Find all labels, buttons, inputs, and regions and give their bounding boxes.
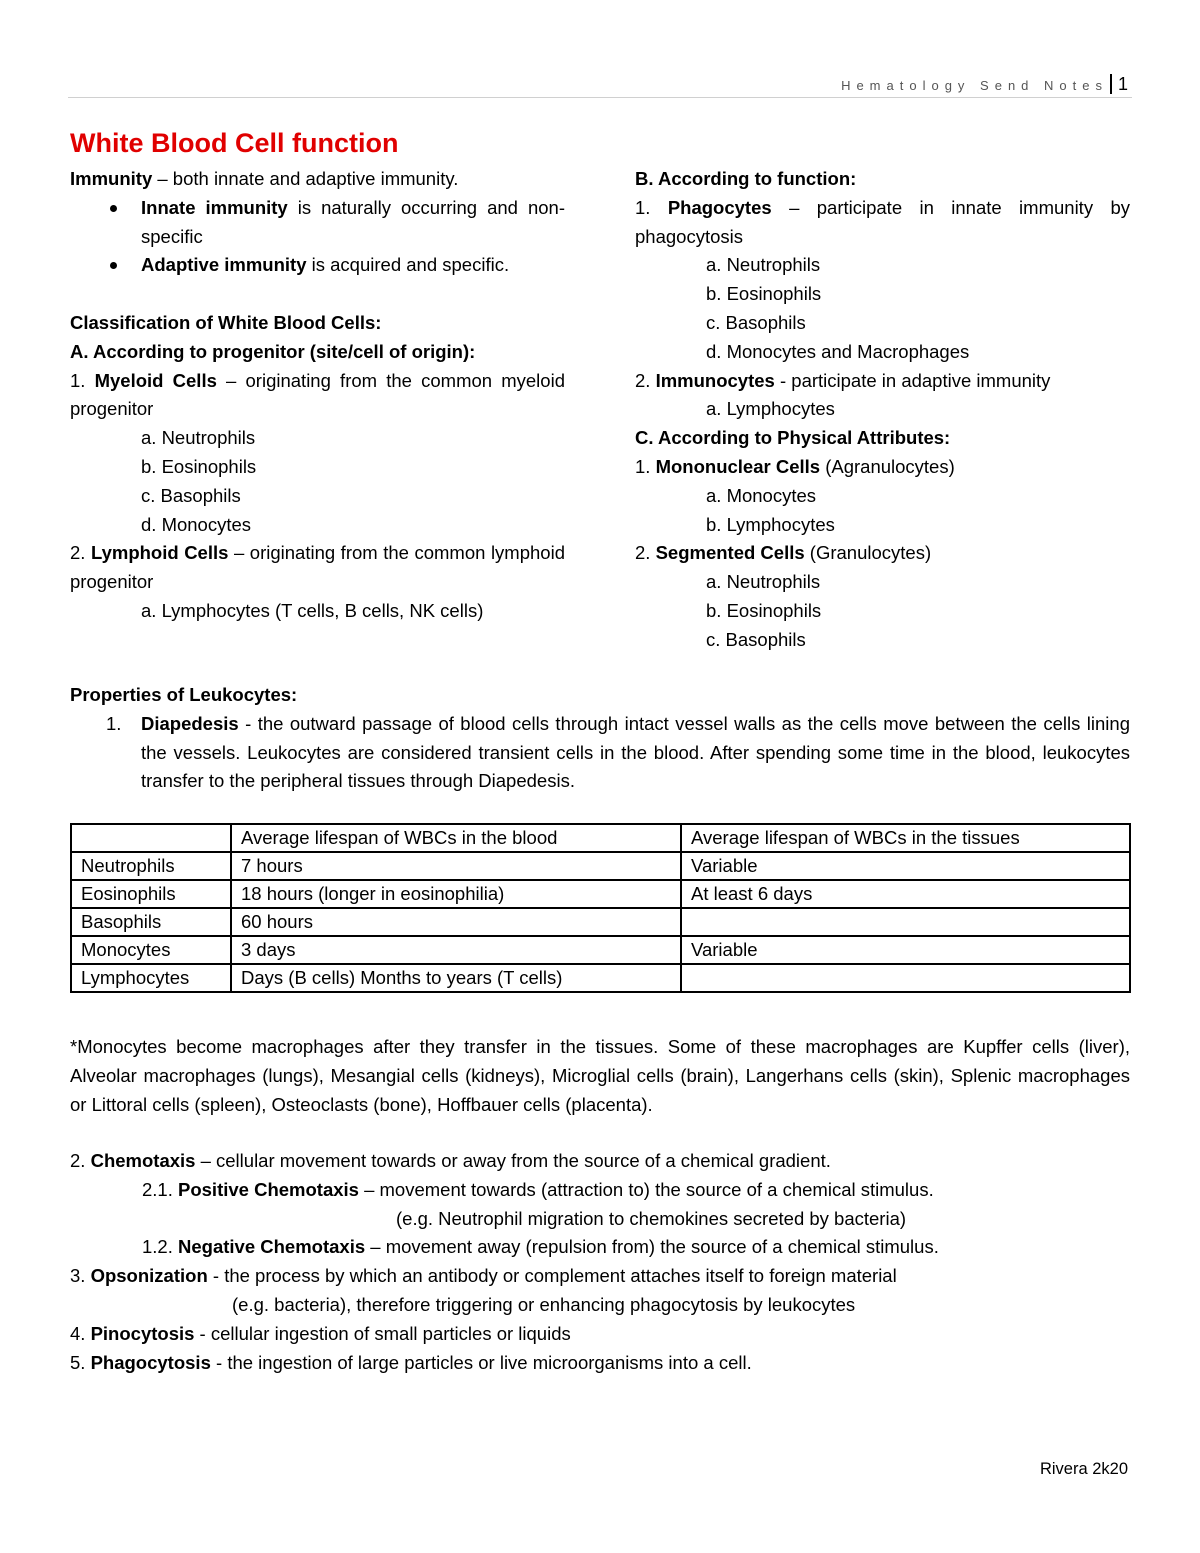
list-item: a. Neutrophils [706, 571, 821, 593]
number: 1.2. [142, 1236, 178, 1258]
bullet-item [70, 194, 565, 252]
left-column [70, 165, 565, 626]
term: Adaptive immunity [141, 254, 307, 276]
table-row [71, 908, 1130, 936]
table-cell [681, 908, 1130, 936]
text: – originating from the common lymphoid progenitor [70, 542, 565, 593]
table-cell: 7 hours [231, 852, 681, 880]
text: – both innate and adaptive immunity. [152, 168, 459, 189]
text: (Agranulocytes) [820, 455, 955, 477]
term: Myeloid Cells [94, 369, 217, 391]
number: 2. [70, 1150, 91, 1171]
list-item: d. Monocytes and Macrophages [706, 340, 970, 362]
table-cell: 3 days [231, 936, 681, 964]
list-item: c. Basophils [141, 484, 241, 506]
list-item: a. Neutrophils [141, 427, 256, 449]
number: 4. [70, 1322, 91, 1344]
text: – participate in innate immunity by phagocytosis [635, 196, 1130, 247]
monocyte-note: *Monocytes become macrophages after they transfer in the tissues. Some of these macrophages are Kupffer cells (liver), Alveolar macrophages (lungs), Mesangial cells (kidneys), Microglial cells (brain), Langerhans cells (skin), Splenic macrophages or Littoral cells (spleen), Osteoclasts (bone), Hoffbauer cells (placenta). [70, 1036, 1130, 1115]
number: 5. [70, 1351, 91, 1373]
page-header [841, 74, 1128, 95]
subheading: Classification of White Blood Cells: [70, 311, 382, 333]
number: 3. [70, 1265, 91, 1287]
term: Immunity [70, 168, 153, 189]
header-divider [68, 97, 1132, 98]
list-item: b. Eosinophils [706, 283, 822, 305]
term: Immunocytes [655, 369, 775, 391]
text: – cellular movement towards or away from the source of a chemical gradient. [195, 1150, 831, 1171]
text: – originating from the common myeloid progenitor [70, 369, 565, 420]
term: Segmented Cells [655, 542, 805, 564]
term: Phagocytes [667, 196, 772, 218]
header-title: Hematology Send Notes [841, 78, 1108, 93]
text: - the ingestion of large particles or live microorganisms into a cell. [210, 1351, 752, 1373]
number: 1. [106, 712, 122, 734]
table-cell: Variable [681, 852, 1130, 880]
subheading: Properties of Leukocytes: [70, 684, 298, 705]
list-item: b. Lymphocytes [706, 513, 835, 535]
table-cell [681, 964, 1130, 992]
list-item: b. Eosinophils [706, 599, 822, 621]
footer-author: Rivera 2k20 [1039, 1460, 1128, 1478]
list-item: d. Monocytes [141, 513, 252, 535]
number: 2.1. [142, 1178, 178, 1200]
subheading: B. According to function: [635, 168, 857, 189]
text: – movement towards (attraction to) the source of a chemical stimulus. [358, 1178, 934, 1200]
term: Chemotaxis [90, 1150, 196, 1171]
number: 1. [635, 196, 668, 218]
list-item: a. Monocytes [706, 484, 817, 506]
term: Phagocytosis [90, 1351, 211, 1373]
table-header: Average lifespan of WBCs in the blood [231, 824, 681, 852]
table-row [71, 964, 1130, 992]
term: Opsonization [90, 1265, 208, 1287]
table-header: Average lifespan of WBCs in the tissues [681, 824, 1130, 852]
table-row [71, 852, 1130, 880]
right-column [635, 165, 1130, 655]
list-item: c. Basophils [706, 311, 806, 333]
more-properties [70, 1147, 1130, 1377]
section-title: White Blood Cell function [70, 128, 399, 158]
term: Positive Chemotaxis [178, 1178, 359, 1200]
table-row [71, 936, 1130, 964]
numbered-item [70, 710, 1130, 796]
table-cell: Days (B cells) Months to years (T cells) [231, 964, 681, 992]
table-header-row [71, 824, 1130, 852]
table-cell: Monocytes [71, 936, 231, 964]
text: is naturally occurring and non-specific [141, 196, 565, 247]
bullet-item [70, 251, 565, 280]
table-cell: 18 hours (longer in eosinophilia) [231, 880, 681, 908]
list-item: c. Basophils [706, 628, 806, 650]
number: 2. [635, 542, 656, 564]
table-cell: At least 6 days [681, 880, 1130, 908]
number: 1. [70, 369, 95, 391]
subheading: A. According to progenitor (site/cell of origin): [70, 340, 476, 362]
table-cell: Eosinophils [71, 880, 231, 908]
table-cell: Lymphocytes [71, 964, 231, 992]
number: 1. [635, 455, 656, 477]
term: Mononuclear Cells [655, 455, 821, 477]
list-item: a. Lymphocytes [706, 398, 835, 420]
text: - the outward passage of blood cells through intact vessel walls as the cells move between the cells lining the vessels. Leukocytes are considered transient cells in the blood. After spending some time in the blood, leukocytes transfer to the peripheral tissues through Diapedesis. [141, 712, 1130, 792]
lifespan-table [70, 823, 1131, 993]
text: - cellular ingestion of small particles or liquids [194, 1322, 571, 1344]
table-row [71, 880, 1130, 908]
number: 2. [70, 542, 91, 564]
term: Diapedesis [141, 712, 239, 734]
page-number: 1 [1110, 74, 1128, 94]
example: (e.g. bacteria), therefore triggering or enhancing phagocytosis by leukocytes [232, 1293, 856, 1315]
text: (Granulocytes) [804, 542, 932, 564]
text: – movement away (repulsion from) the source of a chemical stimulus. [365, 1236, 939, 1258]
text: is acquired and specific. [306, 254, 510, 276]
term: Pinocytosis [90, 1322, 195, 1344]
table-header [71, 824, 231, 852]
subheading: C. According to Physical Attributes: [635, 427, 951, 449]
example: (e.g. Neutrophil migration to chemokines secreted by bacteria) [396, 1207, 907, 1229]
table-cell: 60 hours [231, 908, 681, 936]
term: Lymphoid Cells [90, 542, 229, 564]
table-cell: Neutrophils [71, 852, 231, 880]
list-item: a. Lymphocytes (T cells, B cells, NK cells) [141, 599, 484, 621]
text: - participate in adaptive immunity [774, 369, 1051, 391]
term: Innate immunity [141, 196, 288, 218]
term: Negative Chemotaxis [178, 1236, 366, 1258]
text: - the process by which an antibody or complement attaches itself to foreign material [207, 1265, 897, 1287]
number: 2. [635, 369, 656, 391]
table-cell: Variable [681, 936, 1130, 964]
properties-section [70, 681, 1130, 796]
list-item: b. Eosinophils [141, 455, 257, 477]
table-cell: Basophils [71, 908, 231, 936]
list-item: a. Neutrophils [706, 254, 821, 276]
